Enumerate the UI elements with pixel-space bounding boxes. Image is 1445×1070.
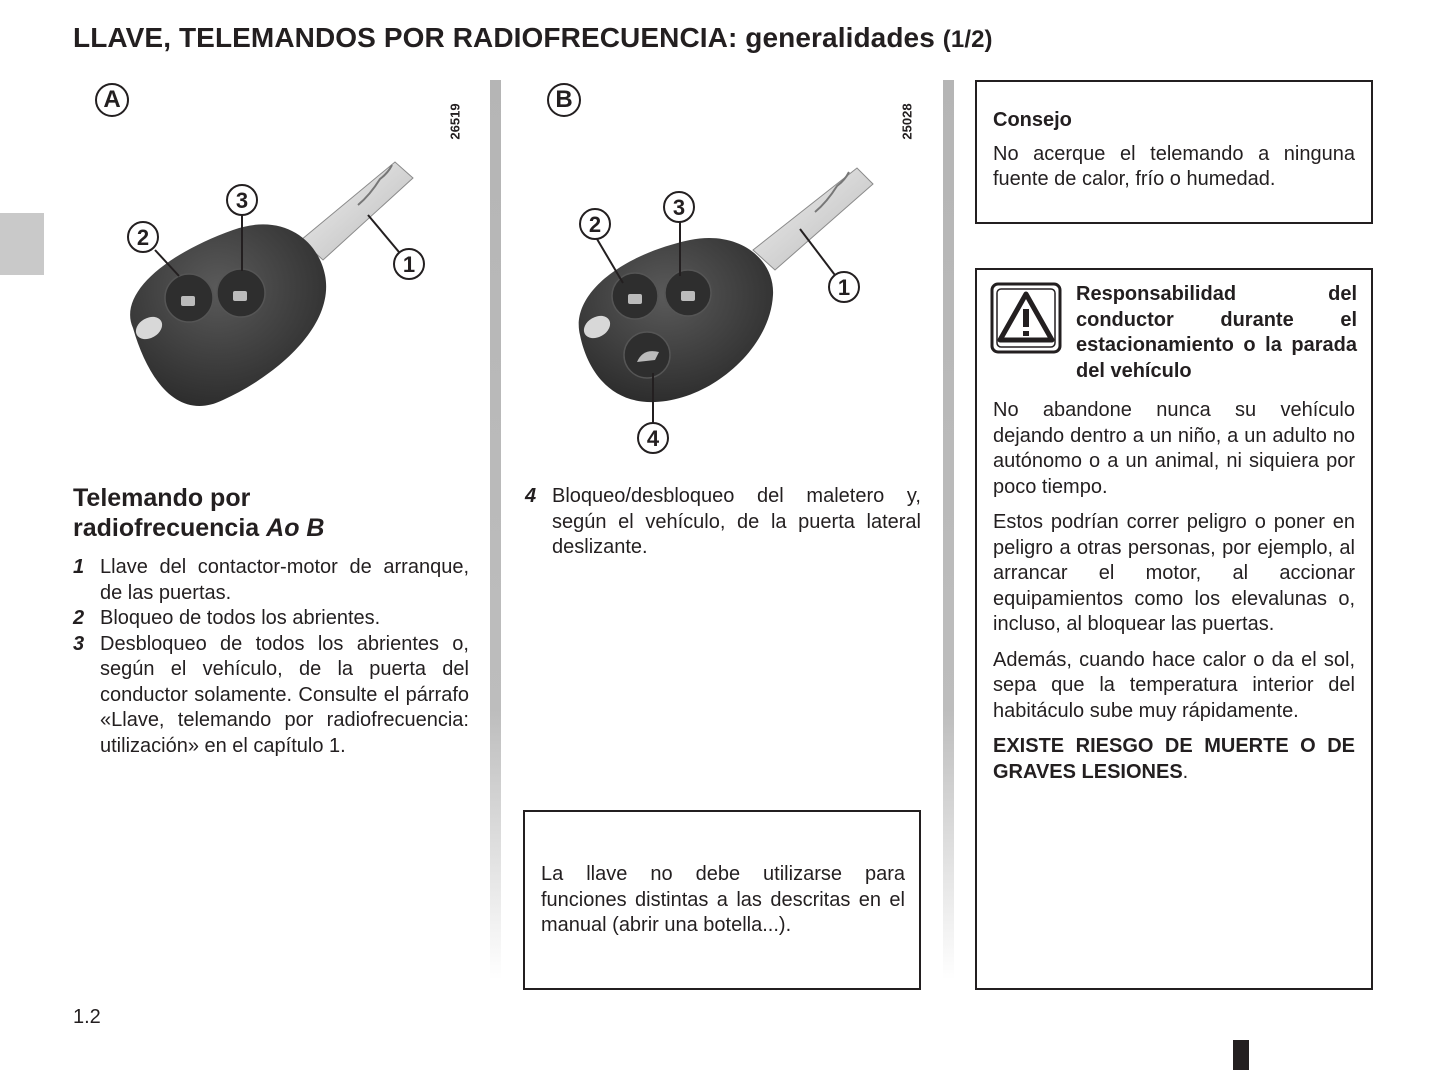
key-blade [301,162,413,260]
warning-emphasis-strong: EXISTE RIESGO DE MUERTE O DE GRAVES LESIONES [993,735,1355,783]
lock-glyph-icon [181,296,195,306]
page-corner-mark [1233,1040,1249,1070]
warning-title: Responsabilidad del conductor durante el estacionamiento o la parada del vehículo [1076,283,1357,382]
legend-item-number: 4 [525,485,537,507]
legend-item-text: Bloqueo/desbloqueo del maletero y, según el vehículo, de la puerta lateral deslizante. [552,485,921,558]
page-title-part: (1/2) [942,26,993,53]
tip-box [975,80,1373,224]
unlock-glyph-icon [233,291,247,301]
legend-item-number: 3 [73,632,85,655]
page-title [73,22,993,54]
section-heading [73,483,324,543]
legend-item-number: 1 [73,556,85,578]
callout-2-label: 2 [588,212,602,237]
callout-4-label: 4 [646,426,660,451]
figure-a [73,80,473,420]
legend-list-a [73,555,469,759]
warning-paragraph: Además, cuando hace calor o da el sol, sepa que la temperatura interior del habitáculo sube muy rápidamente. [993,648,1355,722]
callout-1-label: 1 [837,275,851,300]
key-usage-note-box [523,810,921,990]
warning-paragraph: Estos podrían correr peligro o poner en peligro a otras personas, por ejemplo, al arrancar el motor, al accionar equipamientos como los elevalunas o, incluso, al bloquear las puertas. [993,511,1355,635]
remote-body [130,224,326,406]
tip-heading: Consejo [993,109,1072,131]
callout-1-label: 1 [402,252,416,277]
tip-text: No acerque el telemando a ninguna fuente de calor, frío o humedad. [993,142,1355,190]
legend-item-text: Llave del contactor-motor de arranque, de las puertas. [100,556,469,604]
section-heading-em: Ao B [266,514,325,542]
legend-item [525,484,921,561]
callout-2-label: 2 [136,225,150,250]
column-separator [943,80,954,980]
callout-3-label: 3 [672,195,686,220]
legend-item-text: Desbloqueo de todos los abrientes o, según el vehículo, de la puerta del conductor solamente. Consulte el párrafo «Llave, telemando por radiofrecuencia: utilización» en el capítulo 1. [100,632,469,757]
key-blade [753,168,873,270]
remote-key-2-button-illustration [73,80,473,420]
warning-emphasis [993,734,1355,785]
callout-3-label: 3 [235,188,249,213]
figure-code: 25028 [899,103,915,140]
warning-header [993,282,1355,398]
page-number: 1.2 [73,1006,101,1028]
section-heading-line1: Telemando por [73,484,251,512]
legend-item-text: Bloqueo de todos los abrientes. [100,607,381,629]
warning-emphasis-suffix: . [1182,760,1189,783]
warning-box [975,268,1373,990]
legend-item [73,632,469,760]
figure-b [525,80,925,460]
key-usage-note-text: La llave no debe utilizarse para funciones distintas a las descritas en el manual (abrir una botella...). [541,863,905,936]
unlock-glyph-icon [681,291,695,301]
figure-letter: B [547,83,581,117]
warning-paragraph: No abandone nunca su vehículo dejando dentro a un niño, a un adulto no autónomo o a un animal, ni siquiera por poco tiempo. [993,399,1355,498]
section-heading-line2: radiofrecuencia [73,514,267,542]
remote-key-3-button-illustration [525,80,925,460]
chapter-side-tab [0,213,44,275]
legend-item [73,555,469,606]
legend-item [73,606,469,632]
column-separator [490,80,501,980]
legend-list-b [525,484,921,561]
warning-triangle-icon [990,282,1062,354]
figure-letter: A [95,83,129,117]
figure-code: 26519 [447,103,463,140]
legend-item-number: 2 [73,607,85,629]
lock-glyph-icon [628,294,642,304]
page-title-text: LLAVE, TELEMANDOS POR RADIOFRECUENCIA: generalidades [73,22,935,53]
